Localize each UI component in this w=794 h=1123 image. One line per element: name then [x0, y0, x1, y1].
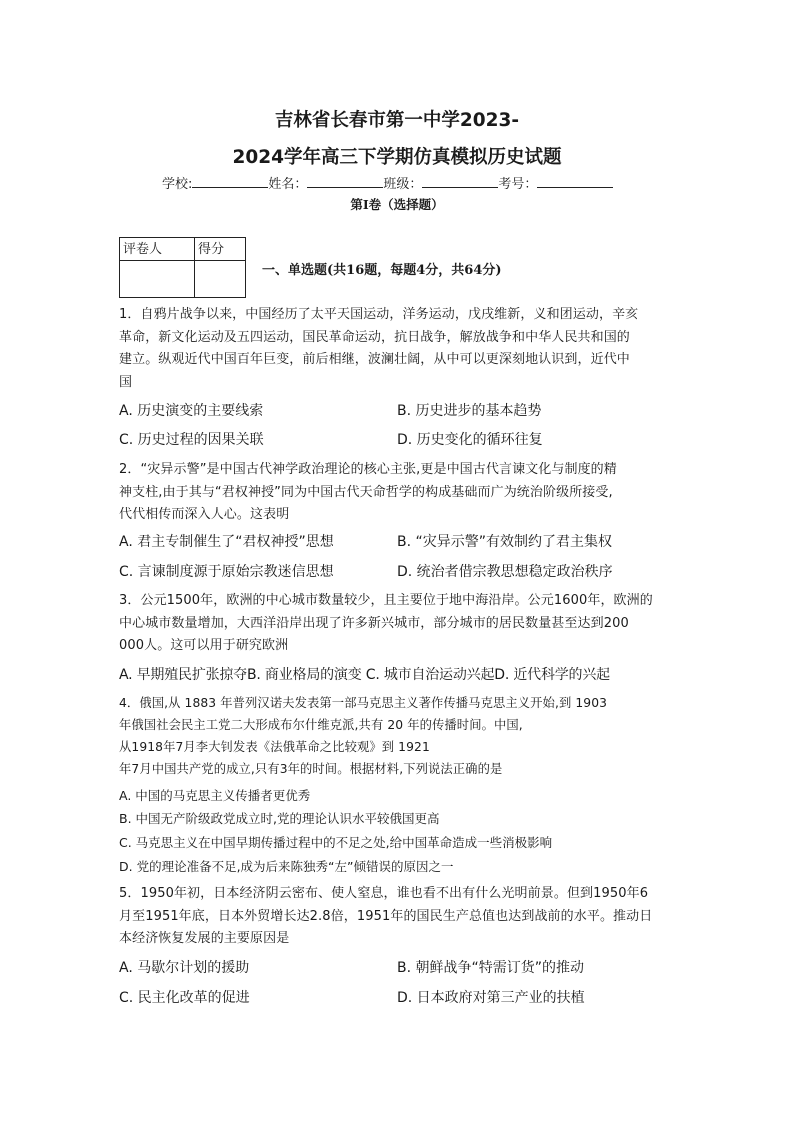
stem-line: 从1918年7月李大钊发表《法俄革命之比较观》到 1921 — [119, 740, 430, 754]
stem-line: 5．1950年初，日本经济阴云密布、使人窒息，谁也看不出有什么光明前景。但到1950年6 — [119, 886, 649, 901]
stem-line: 革命，新文化运动及五四运动，国民革命运动，抗日战争，解放战争和中华人民共和国的 — [119, 329, 630, 345]
q1-option-d[interactable]: D. 历史变化的循环往复 — [397, 432, 543, 448]
stem-line: 年俄国社会民主工党二大形成布尔什维克派,共有 20 年的传播时间。中国, — [119, 718, 523, 732]
question-4-stem — [119, 692, 679, 780]
grader-label: 评卷人 — [120, 238, 195, 261]
exam-title-line1: 吉林省长春市第一中学2023- — [274, 110, 520, 131]
q2-option-c[interactable]: C. 言谏制度源于原始宗教迷信思想 — [119, 564, 334, 580]
school-blank[interactable] — [192, 175, 268, 188]
q5-option-a[interactable]: A. 马歇尔计划的援助 — [119, 960, 250, 976]
school-label: 学校: — [162, 177, 193, 192]
class-label: 班级： — [383, 177, 423, 192]
name-blank[interactable] — [307, 175, 383, 188]
q1-option-a[interactable]: A. 历史演变的主要线索 — [119, 403, 264, 419]
question-1-stem — [119, 304, 679, 394]
stem-line: 1．自鸦片战争以来，中国经历了太平天国运动，洋务运动，戊戌维新，义和团运动，辛亥 — [119, 307, 639, 322]
stem-line: 本经济恢复发展的主要原因是 — [119, 931, 290, 946]
q3-options-row[interactable]: A. 早期殖民扩张掠夺B. 商业格局的演变 C. 城市自治运动兴起D. 近代科学的兴起 — [119, 667, 610, 683]
question-5-stem — [119, 883, 679, 951]
stem-line: 中心城市数量增加，大西洋沿岸出现了许多新兴城市，部分城市的居民数量甚至达到200 — [119, 615, 629, 631]
q4-option-a[interactable]: A. 中国的马克思主义传播者更优秀 — [119, 788, 311, 803]
stem-line: 建立。纵观近代中国百年巨变，前后相继，波澜壮阔，从中可以更深刻地认识到，近代中 — [119, 352, 630, 367]
q2-option-b[interactable]: B. “灾异示警”有效制约了君主集权 — [397, 534, 613, 550]
stem-line: 月至1951年底，日本外贸增长达2.8倍，1951年的国民生产总值也达到战前的水平。推动日 — [119, 908, 653, 924]
stem-line: 神支柱,由于其与“君权神授”同为中国古代天命哲学的构成基础而广为统治阶级所接受, — [119, 484, 613, 500]
score-table — [119, 237, 246, 298]
q4-option-c[interactable]: C. 马克思主义在中国早期传播过程中的不足之处,给中国革命造成一些消极影响 — [119, 835, 553, 850]
q2-option-d[interactable]: D. 统治者借宗教思想稳定政治秩序 — [397, 564, 613, 580]
stem-line: 国 — [119, 374, 133, 390]
exam-no-label: 考号： — [498, 177, 538, 192]
stem-line: 4．俄国,从 1883 年普列汉诺夫发表第一部马克思主义著作传播马克思主义开始,到 1903 — [119, 696, 608, 710]
section-title: 一、单选题(共16题，每题4分，共64分) — [262, 263, 502, 278]
question-3-stem — [119, 590, 679, 658]
stem-line: 2．“灾异示警”是中国古代神学政治理论的核心主张,更是中国古代言谏文化与制度的精 — [119, 462, 617, 477]
grader-cell[interactable] — [120, 261, 195, 298]
exam-no-blank[interactable] — [537, 175, 613, 188]
q1-option-b[interactable]: B. 历史进步的基本趋势 — [397, 403, 542, 419]
question-2-stem — [119, 459, 679, 527]
student-info-row — [162, 173, 613, 192]
stem-line: 代代相传而深入人心。这表明 — [119, 507, 290, 522]
q2-option-a[interactable]: A. 君主专制催生了“君权神授”思想 — [119, 534, 334, 550]
name-label: 姓名： — [268, 177, 308, 192]
score-cell[interactable] — [195, 261, 246, 298]
stem-line: 3．公元1500年，欧洲的中心城市数量较少，且主要位于地中海沿岸。公元1600年，欧洲的 — [119, 593, 653, 608]
score-label: 得分 — [195, 238, 246, 261]
stem-line: 000人。这可以用于研究欧洲 — [119, 638, 289, 653]
q5-option-b[interactable]: B. 朝鲜战争“特需订货”的推动 — [397, 960, 585, 976]
class-blank[interactable] — [422, 175, 498, 188]
stem-line: 年7月中国共产党的成立,只有3年的时间。根据材料,下列说法正确的是 — [119, 762, 503, 776]
q5-option-d[interactable]: D. 日本政府对第三产业的扶植 — [397, 990, 585, 1006]
q5-option-c[interactable]: C. 民主化改革的促进 — [119, 990, 250, 1006]
exam-title-line2: 2024学年高三下学期仿真模拟历史试题 — [232, 147, 562, 168]
q1-option-c[interactable]: C. 历史过程的因果关联 — [119, 432, 264, 448]
q4-option-d[interactable]: D. 党的理论准备不足,成为后来陈独秀“左”倾错误的原因之一 — [119, 859, 454, 874]
part-title: 第I卷（选择题） — [350, 197, 444, 212]
q4-option-b[interactable]: B. 中国无产阶级政党成立时,党的理论认识水平较俄国更高 — [119, 811, 440, 826]
